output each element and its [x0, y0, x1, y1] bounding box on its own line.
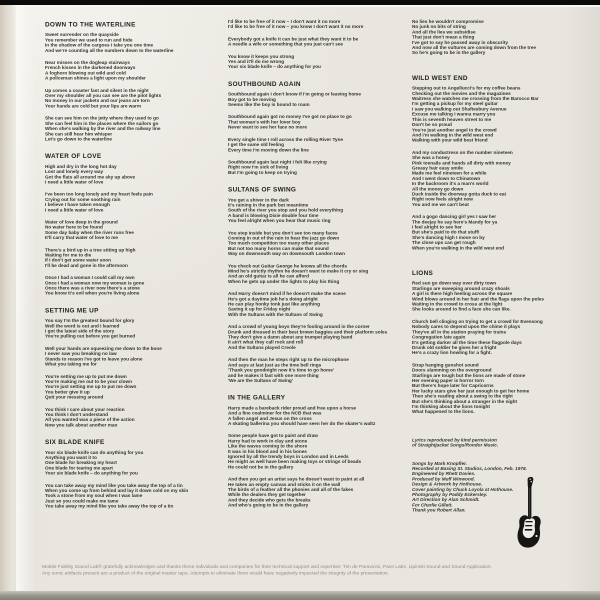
- verse: And then the man he steps right up to the microphone And says at last just as the time bell rings 'Thank you goodnight now it's time to go home' and he makes it fast with one more thing 'We are the Sultans of Swing': [228, 356, 349, 383]
- song-section: [228, 395, 411, 508]
- song-title: DOWN TO THE WATERLINE: [45, 20, 136, 28]
- footer-line: Mobile Fidelity Sound Lab® gratefully acknowledges and thanks these individuals and companies for their technical support and expertise: Tim de Paravicini, Pass Labs, Lipinski Sound and Sound Application.: [42, 564, 492, 570]
- song-title: SOUTHBOUND AGAIN: [228, 79, 301, 88]
- verse: There's a bird up in a tree sitting up high Waiting for me to die If I don't get some water soon I'll be dead and gone in the afternoon: [45, 246, 136, 268]
- verse: You think I care about your reaction You think I don't understand All you wanted was a piece of the action Now you talk about another man: [45, 406, 135, 428]
- verse: Some people have got to paint and draw Harry had to work in clay and stone Like the waves coming to the shore It was in his blood and in his bones Ignored by all the trendy boys in London and in Leeds He might as well have been making toys or strings of beads He could not be in the gallery: [228, 432, 362, 470]
- verse: Southbound again I don't know if I'm going or leaving home Boy got to be moving Seems like the boy is bound to roam: [228, 91, 361, 108]
- electric-guitar-icon: [513, 476, 547, 556]
- verse: You're setting me up to put me down You're making me out to be your clown You're just setting me up to put me down You better give it up Quit your messing around: [45, 373, 137, 400]
- verse: Sweet surrender on the quayside You remember we used to run and hide In the shadow of the cargoes I take you one time And we're counting all the numbers down to the waterline: [45, 31, 174, 53]
- verse: Water of love deep in the ground No water here to be found Some day baby when the river runs free It'll carry that water of love to me: [45, 218, 134, 241]
- verse: Strap hanging gunshot sound Doors slamming on the overground Starlings are tough but the lions are made of stone Her evening paper is horror torn But there's hope later for Capricorns Her lucky stars give her just enough to get her home Then she's reading about a swing to the right But she's thinking about a stranger in the night I'm thinking about the lions tonight What happened to the lions.: [412, 361, 530, 415]
- song-title: SETTING ME UP: [45, 306, 99, 314]
- verse: Stepping out to Angellucci's for my coffee beans Checking out the movies and the magazines Waitress she watches me crossing from the Barocco Bar I'm getting a pickup for my steel guitar I saw you walking out Shaftesbury Avenue Excuse me talking I wanna marry you This is seventh heaven street to me Don't be so proud You're just another angel in the crowd And I'm walking in the wild west end Walking with your wild best friend: [412, 85, 539, 143]
- verse: Every single time I roll across the rolling River Tyne I get the same old feeling Every time I'm moving down the line: [228, 136, 344, 153]
- verse: And a crowd of young boys they're fooling around in the corner Drunk and dressed in their best brown baggies and their platform soles They don't give a damn about any trumpet playing band It ain't what they call rock and roll And the Sultans played Creole: [228, 323, 388, 350]
- song-section: [45, 22, 228, 142]
- verse: Everybody got a knife it can be just what they want it to be A needle a wife or something that you just can't see: [228, 35, 359, 47]
- verse: You say I'm the greatest bound for glory Well the word is out and I learned I got the latest side of the story You're pulling out before you get burned: [45, 317, 136, 339]
- verse: Southbound again got no money I've got no place to go That woman's with her lover boy Never want to see her face no more: [228, 113, 352, 130]
- paper-left-shadow: [0, 5, 16, 591]
- song-title: SULTANS OF SWING: [228, 185, 297, 194]
- paper-top-highlight: [0, 5, 600, 7]
- lyrics-column-2: [228, 19, 411, 508]
- verse: High and dry in the long hot day Lost and lonely every way Got the flats all around me sky up above I need a little water of love: [45, 163, 136, 185]
- song-title: SIX BLADE KNIFE: [45, 438, 105, 446]
- verse: And then you get an artist says he doesn't want to paint at all He takes an empty canvas and sticks it on the wall The birds of a feather all the phonies and all of the fakes While the dealers they get together And they decide who gets the breaks And who's going to be in the gallery: [228, 476, 365, 508]
- song-title: WILD WEST END: [412, 73, 468, 82]
- verse: I'd like to be free of it now – I don't want it no more I'd like to be free of it now – you know I don't want it no more: [228, 18, 364, 30]
- song-section: [412, 271, 600, 415]
- verse: Church bell clinging on trying to get a crowd for Evensong Nobody cares to depend upon the chime it plays They've all in the station praying for trains Congregation late again It's getting darker all the time these flagpole days Drunk old soldier he gives her a fright He's a crazy lion howling for a fight.: [412, 318, 543, 356]
- song-title: WATER OF LOVE: [45, 152, 102, 160]
- verse: Harry made a bareback rider proud and free upon a horse And a fine coalminer for the NCB that was A fallen angel and Jesus on the cross A skating ballerina you should have seen her do the skater's waltz: [228, 404, 376, 426]
- footer-fine-print: [42, 564, 592, 577]
- verse: She can see him on the jetty where they used to go She can feel him in the places where the sailors go When she's walking by the river and the railway line She can still hear him whisper Let's go down to the waterline: [45, 115, 161, 142]
- verse: You know it keeps you strong Yes and it'll do me wrong Your six blade knife – do anything for you: [228, 53, 321, 70]
- verse: And a gogo dancing girl yes I saw her The deejay he say here's Mandy for ya I feel alright to see her But she's paid to do that stuff! She's dancing high I move on by The close ups can get rough When you're walking in the wild west end: [412, 213, 505, 251]
- song-section: [412, 75, 600, 250]
- verse: Up comes a coaster fast and silent in the night Over my shoulder all you can see are the pilot lights No money in our jackets and our jeans are torn Your hands are cold but your lips are warm: [45, 87, 162, 109]
- verse: And Harry doesn't mind if he doesn't make the scene He's got a daytime job he's doing alright He can play honky tonk just like anything Saving it up for Friday night With the Sultans with the Sultans of Swing: [228, 290, 346, 317]
- verse: And my conductress on the number nineteen She was a honey Pink toenails and hands all dirty with money Greasy hair easy smile Made me feel nineteen for a while And I went down to Chinatown In the backroom it's a man's world All the money go down Duck inside the doorway gotta duck to eat Right now feels alright now You and me we can't beat: [412, 149, 513, 207]
- verse: Southbound again last night I felt like crying Right now I'm sick of living But I'm going to keep on trying: [228, 158, 327, 175]
- paper-crease: [16, 5, 36, 591]
- verse: Your six blade knife can do anything for you Anything you want it to One blade for breaking my heart One blade for tearing me apart Your six blade knife – do anything for you: [45, 449, 144, 476]
- song-section: [45, 440, 228, 509]
- lyrics-column-1: [45, 22, 228, 509]
- verse: You get a shiver in the dark It's raining in the park but meantime South of the river you stop and you hold everything A band is blowing Dixie double four time You feel alright when you hear that music ring: [228, 196, 344, 224]
- song-continuation: [228, 19, 411, 69]
- verse: I've been too long lonely and my heart feels pain Crying out for some soothing rain I believe I have taken enough I need a little water of love: [45, 191, 153, 213]
- production-credits: Songs by Mark Knopfler. Recorded at Basing St. Studios, London, Feb. 1978. Engineered by Rhett Davies. Produced by Muff Winwood. Design & Artwork by Hothouse. Cover painting by Chuck Loyola at Hothouse. Photography by Paddy Eckersley. Art Direction by Alan Schmidt. For Charlie Gillett. Thank you Robert Allan.: [412, 460, 527, 513]
- song-section: [45, 154, 228, 296]
- footer-line: Any sonic artifacts present are a product of the original master tape. Attempts to eliminate them would have negatively impacted the integrity of the presentation.: [42, 570, 389, 576]
- verse: Once I had a woman I could call my own Once I had a woman now my woman is gone Once there was a river now there's a stone You know it's evil when you're living alone: [45, 274, 145, 296]
- song-section: [228, 187, 411, 383]
- song-title: LIONS: [412, 269, 434, 277]
- verse: Red sun go down way over dirty town Starlings are sweeping around crazy shoals A girl is there high heeling across the square Wind blows around in her hair and the flags upon the poles Waiting in the crowd to cross at the light She looks around to find a face she can like.: [412, 280, 544, 312]
- lyrics-column-3: [412, 19, 600, 513]
- permission-note: Lyrics reproduced by kind permission of Straightjacket Songs/Rondor Music.: [412, 436, 499, 448]
- page-bottom-edge: [0, 591, 600, 600]
- verse: You can take away my mind like you take away the top of a tin When you come up from behind and lay it down cold on my skin Took a stone from my soul when I was lame Just so you could make me tame You take away my mind like you take away the top of a tin: [45, 482, 189, 509]
- verse: Near misses on the dogleap stairways French kisses in the darkened doorways A foghorn blowing out wild and cold A policeman shines a light upon my shoulder: [45, 59, 146, 81]
- verse: You check out Guitar George he knows all the chords Mind he's strictly rhythm he doesn't want to make it cry or sing And an old guitar is all he can afford When he gets up under the lights to play his thing: [228, 262, 369, 284]
- song-section: [228, 81, 411, 175]
- song-section: [45, 308, 228, 428]
- verse: Well your hands are squeezing me down to the bone I never saw you breaking no law Stands to reason I've got to leave you alone What you taking me for: [45, 345, 162, 367]
- song-continuation: [412, 19, 600, 55]
- verse: No lies he wouldn't compromise No junk no bits of string And all the lies we subsidise That just don't mean a thing I've got to say he passed away in obscurity And now all the vultures are coming down from the tree So he's going to be in the gallery: [412, 18, 536, 56]
- verse: You step inside but you don't see too many faces Coming in out of the rain to hear the jazz go down Too much competition too many other places But not too many horns can make that sound Way on downsouth way on downsouth London town: [228, 229, 345, 257]
- song-title: IN THE GALLERY: [228, 393, 286, 402]
